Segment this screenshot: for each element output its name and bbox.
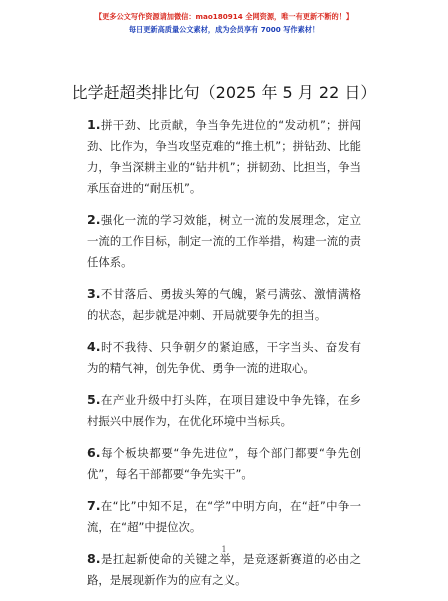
paragraph-5 [87, 389, 361, 432]
paragraph-number: 8. [87, 551, 101, 566]
promo-banner-line2: 每日更新高质量公文素材，成为会员享有 7000 写作素材！ [128, 25, 320, 34]
paragraph-text: 时不我待、只争朝夕的紧迫感，干字当头、奋发有为的精气神，创先争优、勇争一流的进取心。 [87, 340, 361, 375]
paragraph-8 [87, 548, 361, 591]
paragraph-number: 3. [87, 286, 101, 301]
paragraph-number: 2. [87, 212, 101, 227]
promo-banner-line1: 【更多公文写作资源请加微信：mao180914 全网资源，唯一有更新不断的！】 [94, 12, 354, 21]
paragraph-4 [87, 336, 361, 379]
paragraph-text: 是扛起新使命的关键之举，是竞逐新赛道的必由之路，是展现新作为的应有之义。 [87, 552, 361, 587]
paragraph-1 [87, 114, 361, 199]
paragraph-text: 拼干劲、比贡献，争当争先进位的“发动机”；拼闯劲、比作为，争当攻坚克难的“推土机”；拼钻劲、比能力，争当深耕主业的“钻井机”；拼韧劲、比担当，争当承压奋进的“耐压机”。 [87, 118, 361, 195]
paragraph-text: 在产业升级中打头阵，在项目建设中争先锋，在乡村振兴中展作为，在优化环境中当标兵。 [87, 393, 361, 428]
paragraph-number: 4. [87, 339, 101, 354]
paragraph-7 [87, 495, 361, 538]
paragraph-6 [87, 442, 361, 485]
document-title: 比学赶超类排比句（2025 年 5 月 22 日） [71, 83, 377, 102]
paragraph-number: 6. [87, 445, 101, 460]
paragraph-number: 7. [87, 498, 101, 513]
paragraph-number: 1. [87, 117, 101, 132]
paragraph-text: 强化一流的学习效能，树立一流的发展理念，定立一流的工作目标，制定一流的工作举措，构建一流的责任体系。 [87, 213, 361, 269]
paragraph-2 [87, 209, 361, 273]
page-number: 1 [221, 545, 227, 554]
document-body [87, 114, 361, 601]
paragraph-text: 在“比”中知不足，在“学”中明方向，在“赶”中争一流，在“超”中提位次。 [87, 499, 361, 534]
paragraph-text: 每个板块都要“争先进位”，每个部门都要“争先创优”，每名干部都要“争先实干”。 [87, 446, 361, 481]
paragraph-text: 不甘落后、勇拔头筹的气魄，紧弓满弦、激情满格的状态，起步就是冲刺、开局就要争先的担当。 [87, 287, 361, 322]
paragraph-3 [87, 283, 361, 326]
paragraph-number: 5. [87, 392, 101, 407]
